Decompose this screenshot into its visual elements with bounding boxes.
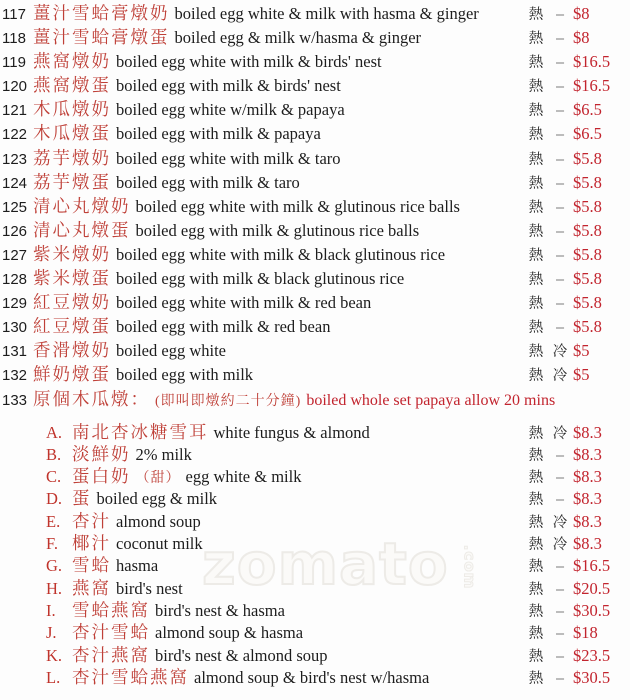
item-description-english: boiled whole set papaya allow 20 mins	[306, 391, 556, 409]
item-name-chinese: 雪蛤燕窩	[72, 599, 150, 620]
item-description-english: bird's nest & hasma	[155, 600, 285, 620]
cold-indicator: –	[555, 199, 565, 216]
menu-item-row	[2, 338, 630, 362]
hot-indicator: 熱	[528, 103, 544, 120]
item-name-chinese: 杏汁雪蛤	[72, 622, 150, 643]
hot-indicator: 熱	[528, 581, 544, 598]
item-price: $23.5	[573, 645, 611, 665]
hot-indicator: 熱	[528, 537, 544, 554]
item-number: D.	[46, 489, 63, 509]
item-description-english: boiled egg with milk & birds' nest	[116, 76, 341, 96]
item-name-chinese: 雪蛤	[72, 555, 111, 576]
item-name-chinese: 燕窩燉奶	[33, 51, 111, 72]
item-price: $5.8	[573, 220, 602, 240]
menu-item-row	[46, 666, 630, 688]
hot-indicator: 熱	[528, 7, 544, 23]
cold-indicator: –	[555, 559, 565, 576]
menu-item-row	[46, 532, 630, 554]
item-description-english: boiled egg with milk & taro	[116, 172, 300, 192]
item-price: $8.3	[573, 422, 602, 442]
item-number: B.	[46, 444, 62, 464]
hot-indicator: 熱	[528, 447, 544, 464]
cold-indicator: –	[555, 272, 565, 289]
item-number: I.	[46, 600, 56, 620]
cold-indicator: –	[555, 31, 565, 48]
item-name-chinese: 紅豆燉蛋	[33, 316, 111, 337]
item-name-chinese: 清心丸燉奶	[33, 195, 131, 216]
cold-indicator: –	[555, 79, 565, 96]
lettered-menu-section	[2, 421, 630, 689]
menu-item-row	[2, 362, 630, 386]
item-number: 133	[2, 391, 28, 409]
item-number: 119	[2, 54, 26, 72]
item-description-english: boiled egg with milk & black glutinous rice	[116, 269, 405, 289]
item-number: L.	[46, 667, 61, 687]
item-description-english: almond soup	[116, 511, 201, 531]
menu-item-row	[46, 599, 630, 621]
cold-indicator: –	[555, 175, 565, 192]
cold-indicator: –	[555, 670, 565, 687]
cold-indicator: –	[555, 470, 565, 487]
cold-indicator: 冷	[552, 514, 568, 531]
cold-indicator: –	[555, 648, 565, 665]
menu-item-row	[46, 465, 630, 487]
item-price: $16.5	[573, 76, 611, 96]
hot-indicator: 熱	[528, 151, 544, 168]
item-description-english: bird's nest & almond soup	[155, 645, 328, 665]
cold-indicator: –	[555, 447, 565, 464]
menu-item-row	[2, 387, 630, 411]
hot-indicator: 熱	[528, 175, 544, 192]
item-name-chinese: 杏汁雪蛤燕窩	[72, 666, 189, 687]
cold-indicator: –	[555, 55, 565, 72]
hot-indicator: 熱	[528, 344, 544, 361]
cold-indicator: –	[555, 103, 565, 120]
item-name-chinese: 荔芋燉奶	[33, 147, 111, 168]
menu-item-row	[2, 49, 630, 73]
cold-indicator: –	[555, 603, 565, 620]
item-price: $8.3	[573, 511, 602, 531]
item-note-chinese: （甜）	[135, 471, 181, 487]
item-price: $30.5	[573, 667, 611, 687]
item-price: $5.8	[573, 317, 602, 337]
item-description-english: boiled egg white with milk & birds' nest	[116, 52, 382, 72]
item-price: $5.8	[573, 196, 602, 216]
item-name-chinese: 紫米燉奶	[33, 243, 111, 264]
item-description-english: white fungus & almond	[213, 422, 370, 442]
item-description-english: boiled egg white w/milk & papaya	[116, 100, 345, 120]
hot-indicator: 熱	[528, 31, 544, 48]
cold-indicator: –	[555, 223, 565, 240]
hot-indicator: 熱	[528, 272, 544, 289]
item-number: F.	[46, 534, 58, 554]
item-number: 128	[2, 271, 28, 289]
item-number: 126	[2, 222, 28, 240]
menu-item-row	[2, 242, 630, 266]
item-price: $8.3	[573, 467, 602, 487]
item-price: $5	[573, 365, 590, 385]
item-number: 122	[2, 126, 28, 144]
item-number: 121	[2, 102, 28, 120]
hot-indicator: 熱	[528, 559, 544, 576]
item-number: 130	[2, 319, 28, 337]
item-number: C.	[46, 467, 62, 487]
item-name-chinese: 杏汁燕窩	[72, 644, 150, 665]
menu-item-row	[46, 443, 630, 465]
item-description-english: boiled egg white	[116, 341, 226, 361]
item-name-chinese: 木瓜燉奶	[33, 99, 111, 120]
hot-indicator: 熱	[528, 368, 544, 385]
item-price: $5.8	[573, 244, 602, 264]
menu-item-row	[2, 121, 630, 145]
item-name-chinese: 燕窩	[72, 577, 111, 598]
hot-indicator: 熱	[528, 247, 544, 264]
item-number: 132	[2, 367, 28, 385]
item-description-english: almond soup & bird's nest w/hasma	[194, 667, 430, 687]
menu-item-row	[2, 73, 630, 97]
item-name-chinese: 蛋	[72, 488, 92, 509]
menu-item-row	[2, 218, 630, 242]
hot-indicator: 熱	[528, 425, 544, 442]
item-price: $16.5	[573, 52, 611, 72]
hot-indicator: 熱	[528, 670, 544, 687]
hot-indicator: 熱	[528, 648, 544, 665]
hot-indicator: 熱	[528, 223, 544, 240]
item-name-chinese: 紫米燉蛋	[33, 268, 111, 289]
zomato-watermark-text: zomato	[202, 530, 449, 598]
cold-indicator: –	[555, 320, 565, 337]
menu-item-row	[2, 1, 630, 25]
item-number: 117	[2, 6, 26, 23]
item-number: H.	[46, 578, 63, 598]
item-name-chinese: 蛋白奶	[72, 466, 131, 487]
item-description-english: almond soup & hasma	[155, 623, 304, 643]
hot-indicator: 熱	[528, 79, 544, 96]
item-name-chinese: 薑汁雪蛤膏燉奶	[33, 3, 170, 23]
item-price: $5.8	[573, 172, 602, 192]
item-name-chinese: 燕窩燉蛋	[33, 75, 111, 96]
hot-indicator: 熱	[528, 320, 544, 337]
item-description-english: boiled egg & milk	[96, 489, 218, 509]
item-number: A.	[46, 422, 63, 442]
hot-indicator: 熱	[528, 626, 544, 643]
cold-indicator: –	[555, 7, 565, 23]
hot-indicator: 熱	[528, 127, 544, 144]
item-price: $8	[573, 28, 590, 48]
item-name-chinese: 紅豆燉奶	[33, 292, 111, 313]
menu-item-row	[2, 194, 630, 218]
item-name-chinese: 杏汁	[72, 510, 111, 531]
menu-item-row	[46, 644, 630, 666]
cold-indicator: –	[555, 626, 565, 643]
menu-item-row	[46, 510, 630, 532]
item-description-english: boiled egg white with milk & red bean	[116, 293, 372, 313]
item-name-chinese: 椰汁	[72, 533, 111, 554]
menu-item-row	[2, 314, 630, 338]
menu-item-row	[2, 290, 630, 314]
cold-indicator: 冷	[552, 425, 568, 442]
item-price: $6.5	[573, 100, 602, 120]
item-number: 131	[2, 343, 28, 361]
cold-indicator: 冷	[552, 368, 568, 385]
item-name-chinese: 香滑燉奶	[33, 340, 111, 361]
item-description-english: boiled egg with milk & glutinous rice balls	[135, 220, 420, 240]
menu-item-row	[2, 146, 630, 170]
item-description-english: bird's nest	[116, 578, 183, 598]
item-number: E.	[46, 511, 61, 531]
hot-indicator: 熱	[528, 296, 544, 313]
item-name-chinese: 鮮奶燉蛋	[33, 364, 111, 385]
item-number: G.	[46, 556, 63, 576]
menu-item-row	[46, 577, 630, 599]
menu-item-row	[46, 487, 630, 509]
item-price: $5.8	[573, 148, 602, 168]
item-description-english: boiled egg with milk	[116, 365, 254, 385]
hot-indicator: 熱	[528, 55, 544, 72]
cold-indicator: –	[555, 247, 565, 264]
item-price: $30.5	[573, 600, 611, 620]
item-description-english: boiled egg white & milk with hasma & ginger	[174, 4, 479, 23]
item-price: $8.3	[573, 489, 602, 509]
item-name-chinese: 南北杏冰糖雪耳	[72, 421, 209, 442]
item-description-english: egg white & milk	[185, 467, 302, 487]
item-name-chinese: 薑汁雪蛤膏燉蛋	[33, 27, 170, 48]
menu-item-row	[2, 170, 630, 194]
cold-indicator: –	[555, 296, 565, 313]
item-number: 127	[2, 246, 28, 264]
item-description-english: boiled egg white with milk & glutinous rice balls	[135, 196, 460, 216]
hot-indicator: 熱	[528, 470, 544, 487]
item-price: $8.3	[573, 534, 602, 554]
item-description-english: boiled egg & milk w/hasma & ginger	[174, 28, 422, 48]
item-number: 129	[2, 295, 28, 313]
cold-indicator: –	[555, 151, 565, 168]
hot-indicator: 熱	[528, 603, 544, 620]
item-number: 123	[2, 150, 28, 168]
item-price: $5.8	[573, 293, 602, 313]
cold-indicator: 冷	[552, 344, 568, 361]
item-description-english: hasma	[116, 556, 159, 576]
item-price: $16.5	[573, 556, 611, 576]
item-number: J.	[46, 623, 57, 643]
menu-item-row	[2, 266, 630, 290]
item-description-english: boiled egg with milk & papaya	[116, 124, 321, 144]
item-description-english: boiled egg white with milk & taro	[116, 148, 341, 168]
item-name-chinese: 荔芋燉蛋	[33, 171, 111, 192]
menu-item-row	[46, 554, 630, 576]
hot-indicator: 熱	[528, 492, 544, 509]
menu-item-row	[46, 621, 630, 643]
item-note-chinese: (即叫即燉約二十分鐘)	[155, 393, 302, 409]
item-number: 124	[2, 174, 28, 192]
item-number: 125	[2, 198, 28, 216]
cold-indicator: –	[555, 492, 565, 509]
menu-item-row	[2, 97, 630, 121]
zomato-watermark-suffix: .com	[460, 544, 479, 590]
item-number: K.	[46, 645, 63, 665]
menu-item-row	[46, 421, 630, 443]
menu-item-row	[2, 25, 630, 49]
item-number: 118	[2, 30, 26, 48]
item-price: $5.8	[573, 269, 602, 289]
item-description-english: coconut milk	[116, 534, 203, 554]
cold-indicator: 冷	[552, 537, 568, 554]
item-name-chinese: 清心丸燉蛋	[33, 219, 131, 240]
item-price: $20.5	[573, 578, 611, 598]
cold-indicator: –	[555, 581, 565, 598]
item-price: $18	[573, 623, 598, 643]
cold-indicator: –	[555, 127, 565, 144]
item-description-english: 2% milk	[135, 444, 192, 464]
item-description-english: boiled egg white with milk & black glutinous rice	[116, 244, 446, 264]
item-number: 120	[2, 78, 28, 96]
item-price: $6.5	[573, 124, 602, 144]
item-price: $5	[573, 341, 590, 361]
item-name-chinese: 原個木瓜燉：	[33, 388, 150, 409]
hot-indicator: 熱	[528, 514, 544, 531]
numbered-menu-section	[2, 1, 630, 411]
hot-indicator: 熱	[528, 199, 544, 216]
item-price: $8	[573, 4, 590, 23]
item-price: $8.3	[573, 444, 602, 464]
item-name-chinese: 木瓜燉蛋	[33, 123, 111, 144]
item-name-chinese: 淡鮮奶	[72, 443, 131, 464]
item-description-english: boiled egg with milk & red bean	[116, 317, 331, 337]
